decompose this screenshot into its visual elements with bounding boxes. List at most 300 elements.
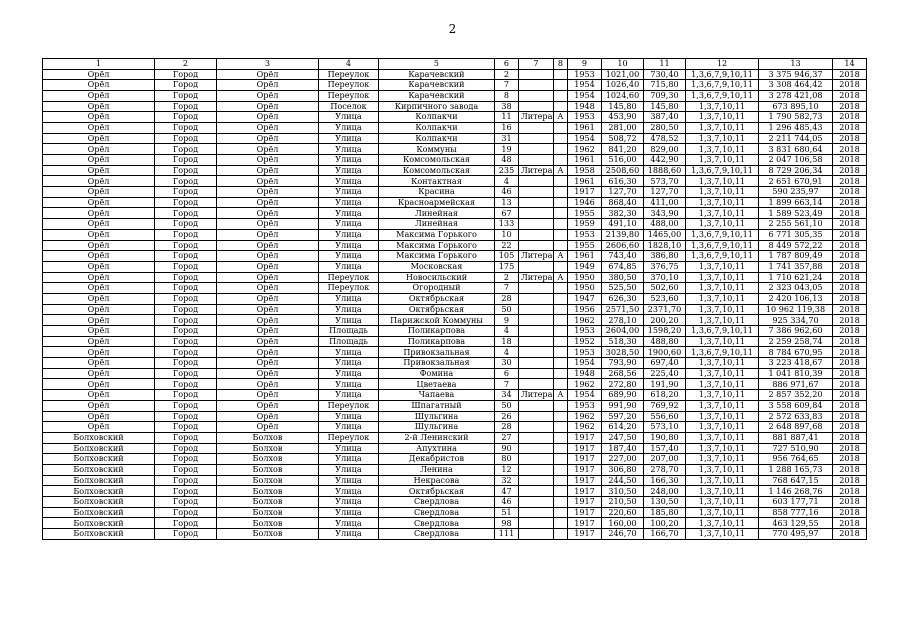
cell-cost: 1 146 268,76 bbox=[759, 486, 833, 497]
cell-work-types: 1,3,7,10,11 bbox=[686, 497, 759, 508]
cell-total-area: 2508,60 bbox=[602, 165, 644, 176]
cell-house-number: 34 bbox=[495, 390, 519, 401]
cell-total-area: 868,40 bbox=[602, 197, 644, 208]
cell-living-area: 386,80 bbox=[644, 251, 686, 262]
cell-street: Октябрьская bbox=[379, 486, 495, 497]
cell-living-area: 411,00 bbox=[644, 197, 686, 208]
cell-municipality: Орёл bbox=[43, 155, 155, 166]
cell-house-number: 30 bbox=[495, 358, 519, 369]
cell-year: 1917 bbox=[568, 432, 602, 443]
column-header-11: 11 bbox=[644, 59, 686, 70]
table-row bbox=[43, 283, 867, 294]
cell-street-type: Поселок bbox=[319, 101, 379, 112]
cell-municipality: Орёл bbox=[43, 272, 155, 283]
cell-year: 1954 bbox=[568, 80, 602, 91]
cell-year: 1953 bbox=[568, 326, 602, 337]
cell-settlement: Орёл bbox=[217, 133, 319, 144]
cell-plan-year: 2018 bbox=[833, 368, 867, 379]
cell-year: 1947 bbox=[568, 293, 602, 304]
cell-total-area: 491,10 bbox=[602, 219, 644, 230]
cell-year: 1954 bbox=[568, 358, 602, 369]
cell-building-letter bbox=[554, 475, 568, 486]
table-row bbox=[43, 229, 867, 240]
cell-street-type: Улица bbox=[319, 422, 379, 433]
cell-work-types: 1,3,7,10,11 bbox=[686, 422, 759, 433]
cell-total-area: 616,30 bbox=[602, 176, 644, 187]
cell-settlement-type: Город bbox=[155, 293, 217, 304]
cell-settlement: Орёл bbox=[217, 390, 319, 401]
table-row bbox=[43, 518, 867, 529]
column-header-13: 13 bbox=[759, 59, 833, 70]
cell-street-type: Улица bbox=[319, 347, 379, 358]
cell-living-area: 185,80 bbox=[644, 507, 686, 518]
cell-house-number: 4 bbox=[495, 326, 519, 337]
cell-street: Октябрьская bbox=[379, 293, 495, 304]
cell-building-letter-label bbox=[519, 315, 554, 326]
cell-settlement: Орёл bbox=[217, 400, 319, 411]
cell-plan-year: 2018 bbox=[833, 411, 867, 422]
cell-settlement: Болхов bbox=[217, 475, 319, 486]
cell-building-letter bbox=[554, 379, 568, 390]
cell-building-letter-label: Литера bbox=[519, 251, 554, 262]
cell-cost: 2 259 258,74 bbox=[759, 336, 833, 347]
column-header-3: 3 bbox=[217, 59, 319, 70]
cell-living-area: 190,80 bbox=[644, 432, 686, 443]
cell-year: 1917 bbox=[568, 187, 602, 198]
cell-total-area: 674,85 bbox=[602, 261, 644, 272]
cell-living-area: 556,60 bbox=[644, 411, 686, 422]
cell-municipality: Орёл bbox=[43, 358, 155, 369]
cell-settlement-type: Город bbox=[155, 112, 217, 123]
column-header-8: 8 bbox=[554, 59, 568, 70]
cell-plan-year: 2018 bbox=[833, 272, 867, 283]
cell-building-letter bbox=[554, 219, 568, 230]
cell-municipality: Болховский bbox=[43, 443, 155, 454]
cell-house-number: 10 bbox=[495, 229, 519, 240]
cell-settlement-type: Город bbox=[155, 144, 217, 155]
cell-plan-year: 2018 bbox=[833, 229, 867, 240]
cell-settlement: Орёл bbox=[217, 358, 319, 369]
cell-settlement-type: Город bbox=[155, 261, 217, 272]
cell-house-number: 6 bbox=[495, 368, 519, 379]
cell-living-area: 145,80 bbox=[644, 101, 686, 112]
cell-work-types: 1,3,7,10,11 bbox=[686, 358, 759, 369]
cell-work-types: 1,3,7,10,11 bbox=[686, 486, 759, 497]
cell-plan-year: 2018 bbox=[833, 251, 867, 262]
cell-living-area: 166,30 bbox=[644, 475, 686, 486]
cell-settlement: Орёл bbox=[217, 304, 319, 315]
cell-living-area: 442,90 bbox=[644, 155, 686, 166]
cell-plan-year: 2018 bbox=[833, 176, 867, 187]
cell-street: Ленина bbox=[379, 464, 495, 475]
cell-work-types: 1,3,7,10,11 bbox=[686, 368, 759, 379]
cell-cost: 8 784 670,95 bbox=[759, 347, 833, 358]
cell-year: 1961 bbox=[568, 251, 602, 262]
cell-work-types: 1,3,7,10,11 bbox=[686, 518, 759, 529]
cell-building-letter bbox=[554, 69, 568, 80]
cell-building-letter-label bbox=[519, 368, 554, 379]
cell-settlement: Болхов bbox=[217, 507, 319, 518]
cell-municipality: Орёл bbox=[43, 133, 155, 144]
cell-settlement: Болхов bbox=[217, 464, 319, 475]
cell-plan-year: 2018 bbox=[833, 507, 867, 518]
cell-cost: 3 223 418,67 bbox=[759, 358, 833, 369]
cell-street: Свердлова bbox=[379, 507, 495, 518]
cell-work-types: 1,3,6,7,9,10,11 bbox=[686, 229, 759, 240]
housing-registry-table bbox=[42, 58, 867, 540]
cell-building-letter bbox=[554, 144, 568, 155]
cell-building-letter-label bbox=[519, 133, 554, 144]
cell-municipality: Орёл bbox=[43, 122, 155, 133]
cell-work-types: 1,3,6,7,9,10,11 bbox=[686, 69, 759, 80]
cell-building-letter-label bbox=[519, 101, 554, 112]
cell-house-number: 26 bbox=[495, 411, 519, 422]
cell-year: 1917 bbox=[568, 486, 602, 497]
cell-street: Московская bbox=[379, 261, 495, 272]
cell-municipality: Орёл bbox=[43, 176, 155, 187]
cell-street: Привокзальная bbox=[379, 347, 495, 358]
cell-total-area: 597,20 bbox=[602, 411, 644, 422]
table-row bbox=[43, 497, 867, 508]
cell-year: 1917 bbox=[568, 529, 602, 540]
table-row bbox=[43, 464, 867, 475]
cell-total-area: 689,90 bbox=[602, 390, 644, 401]
cell-street: 2-й Ленинский bbox=[379, 432, 495, 443]
cell-street: Парижской Коммуны bbox=[379, 315, 495, 326]
cell-living-area: 157,40 bbox=[644, 443, 686, 454]
cell-street-type: Площадь bbox=[319, 336, 379, 347]
cell-living-area: 1465,00 bbox=[644, 229, 686, 240]
cell-settlement-type: Город bbox=[155, 133, 217, 144]
cell-building-letter bbox=[554, 197, 568, 208]
column-header-4: 4 bbox=[319, 59, 379, 70]
cell-house-number: 9 bbox=[495, 315, 519, 326]
column-header-9: 9 bbox=[568, 59, 602, 70]
cell-settlement: Орёл bbox=[217, 379, 319, 390]
cell-settlement-type: Город bbox=[155, 304, 217, 315]
cell-year: 1917 bbox=[568, 518, 602, 529]
cell-municipality: Болховский bbox=[43, 475, 155, 486]
cell-work-types: 1,3,7,10,11 bbox=[686, 208, 759, 219]
table-row bbox=[43, 272, 867, 283]
cell-house-number: 46 bbox=[495, 187, 519, 198]
cell-living-area: 376,75 bbox=[644, 261, 686, 272]
cell-house-number: 46 bbox=[495, 497, 519, 508]
cell-cost: 2 211 744,05 bbox=[759, 133, 833, 144]
cell-year: 1959 bbox=[568, 219, 602, 230]
cell-building-letter bbox=[554, 80, 568, 91]
cell-total-area: 127,70 bbox=[602, 187, 644, 198]
cell-living-area: 1828,10 bbox=[644, 240, 686, 251]
cell-building-letter-label: Литера bbox=[519, 112, 554, 123]
cell-building-letter bbox=[554, 422, 568, 433]
cell-settlement: Болхов bbox=[217, 486, 319, 497]
table-row bbox=[43, 443, 867, 454]
cell-building-letter bbox=[554, 443, 568, 454]
cell-building-letter-label bbox=[519, 90, 554, 101]
column-header-14: 14 bbox=[833, 59, 867, 70]
cell-plan-year: 2018 bbox=[833, 144, 867, 155]
cell-house-number: 11 bbox=[495, 112, 519, 123]
cell-plan-year: 2018 bbox=[833, 208, 867, 219]
cell-plan-year: 2018 bbox=[833, 315, 867, 326]
cell-living-area: 502,60 bbox=[644, 283, 686, 294]
cell-street: Привокзальная bbox=[379, 358, 495, 369]
cell-work-types: 1,3,7,10,11 bbox=[686, 293, 759, 304]
cell-year: 1948 bbox=[568, 368, 602, 379]
cell-street: Шульгина bbox=[379, 422, 495, 433]
cell-year: 1954 bbox=[568, 390, 602, 401]
cell-cost: 603 177,71 bbox=[759, 497, 833, 508]
cell-plan-year: 2018 bbox=[833, 486, 867, 497]
cell-municipality: Орёл bbox=[43, 326, 155, 337]
cell-plan-year: 2018 bbox=[833, 293, 867, 304]
column-header-6: 6 bbox=[495, 59, 519, 70]
cell-settlement: Орёл bbox=[217, 90, 319, 101]
cell-living-area: 1900,60 bbox=[644, 347, 686, 358]
cell-plan-year: 2018 bbox=[833, 80, 867, 91]
cell-settlement: Болхов bbox=[217, 497, 319, 508]
cell-house-number: 48 bbox=[495, 155, 519, 166]
table-row bbox=[43, 197, 867, 208]
cell-street-type: Переулок bbox=[319, 272, 379, 283]
cell-year: 1917 bbox=[568, 454, 602, 465]
cell-settlement-type: Город bbox=[155, 518, 217, 529]
cell-building-letter-label bbox=[519, 347, 554, 358]
cell-municipality: Орёл bbox=[43, 229, 155, 240]
cell-settlement-type: Город bbox=[155, 69, 217, 80]
cell-street-type: Переулок bbox=[319, 90, 379, 101]
cell-settlement-type: Город bbox=[155, 443, 217, 454]
table-row bbox=[43, 304, 867, 315]
cell-settlement: Орёл bbox=[217, 219, 319, 230]
cell-settlement-type: Город bbox=[155, 80, 217, 91]
cell-total-area: 2139,80 bbox=[602, 229, 644, 240]
cell-house-number: 31 bbox=[495, 133, 519, 144]
table-row bbox=[43, 261, 867, 272]
cell-building-letter bbox=[554, 122, 568, 133]
cell-building-letter-label bbox=[519, 176, 554, 187]
cell-settlement: Орёл bbox=[217, 187, 319, 198]
cell-living-area: 769,92 bbox=[644, 400, 686, 411]
table-row bbox=[43, 422, 867, 433]
cell-total-area: 525,50 bbox=[602, 283, 644, 294]
cell-living-area: 715,80 bbox=[644, 80, 686, 91]
cell-municipality: Орёл bbox=[43, 90, 155, 101]
cell-cost: 2 572 633,83 bbox=[759, 411, 833, 422]
cell-cost: 3 278 421,08 bbox=[759, 90, 833, 101]
cell-total-area: 306,80 bbox=[602, 464, 644, 475]
cell-street: Линейная bbox=[379, 208, 495, 219]
cell-work-types: 1,3,7,10,11 bbox=[686, 336, 759, 347]
cell-plan-year: 2018 bbox=[833, 261, 867, 272]
cell-municipality: Болховский bbox=[43, 464, 155, 475]
cell-settlement: Орёл bbox=[217, 272, 319, 283]
table-row bbox=[43, 326, 867, 337]
cell-total-area: 160,00 bbox=[602, 518, 644, 529]
table-row bbox=[43, 133, 867, 144]
cell-cost: 770 495,97 bbox=[759, 529, 833, 540]
cell-municipality: Орёл bbox=[43, 165, 155, 176]
cell-municipality: Орёл bbox=[43, 197, 155, 208]
cell-total-area: 220,60 bbox=[602, 507, 644, 518]
cell-settlement-type: Город bbox=[155, 155, 217, 166]
cell-cost: 2 857 352,20 bbox=[759, 390, 833, 401]
cell-street: Максима Горького bbox=[379, 229, 495, 240]
cell-plan-year: 2018 bbox=[833, 197, 867, 208]
cell-cost: 881 887,41 bbox=[759, 432, 833, 443]
cell-work-types: 1,3,7,10,11 bbox=[686, 122, 759, 133]
cell-settlement: Болхов bbox=[217, 443, 319, 454]
cell-street-type: Улица bbox=[319, 390, 379, 401]
cell-plan-year: 2018 bbox=[833, 443, 867, 454]
cell-cost: 1 296 485,43 bbox=[759, 122, 833, 133]
cell-year: 1961 bbox=[568, 176, 602, 187]
cell-settlement: Орёл bbox=[217, 208, 319, 219]
cell-building-letter bbox=[554, 486, 568, 497]
cell-building-letter-label bbox=[519, 122, 554, 133]
cell-total-area: 508,72 bbox=[602, 133, 644, 144]
cell-building-letter-label bbox=[519, 80, 554, 91]
cell-building-letter bbox=[554, 326, 568, 337]
cell-plan-year: 2018 bbox=[833, 518, 867, 529]
cell-year: 1953 bbox=[568, 229, 602, 240]
cell-living-area: 488,80 bbox=[644, 336, 686, 347]
cell-building-letter: А bbox=[554, 165, 568, 176]
cell-municipality: Болховский bbox=[43, 432, 155, 443]
cell-year: 1962 bbox=[568, 422, 602, 433]
cell-house-number: 13 bbox=[495, 197, 519, 208]
cell-cost: 673 895,10 bbox=[759, 101, 833, 112]
cell-street-type: Улица bbox=[319, 240, 379, 251]
cell-settlement: Болхов bbox=[217, 454, 319, 465]
cell-living-area: 697,40 bbox=[644, 358, 686, 369]
table-row bbox=[43, 454, 867, 465]
cell-house-number: 47 bbox=[495, 486, 519, 497]
cell-total-area: 614,20 bbox=[602, 422, 644, 433]
cell-cost: 2 648 897,68 bbox=[759, 422, 833, 433]
cell-street: Свердлова bbox=[379, 497, 495, 508]
cell-street: Колпакчи bbox=[379, 112, 495, 123]
cell-street: Карачевский bbox=[379, 80, 495, 91]
cell-plan-year: 2018 bbox=[833, 122, 867, 133]
cell-work-types: 1,3,6,7,9,10,11 bbox=[686, 90, 759, 101]
cell-living-area: 478,52 bbox=[644, 133, 686, 144]
cell-building-letter-label bbox=[519, 464, 554, 475]
cell-total-area: 516,00 bbox=[602, 155, 644, 166]
cell-plan-year: 2018 bbox=[833, 283, 867, 294]
cell-living-area: 207,00 bbox=[644, 454, 686, 465]
cell-living-area: 200,20 bbox=[644, 315, 686, 326]
cell-street-type: Улица bbox=[319, 443, 379, 454]
table-row bbox=[43, 101, 867, 112]
cell-total-area: 382,30 bbox=[602, 208, 644, 219]
cell-total-area: 246,70 bbox=[602, 529, 644, 540]
cell-settlement-type: Город bbox=[155, 400, 217, 411]
cell-municipality: Орёл bbox=[43, 368, 155, 379]
cell-building-letter bbox=[554, 133, 568, 144]
cell-settlement: Орёл bbox=[217, 197, 319, 208]
cell-settlement: Орёл bbox=[217, 347, 319, 358]
cell-building-letter-label bbox=[519, 293, 554, 304]
cell-settlement: Орёл bbox=[217, 240, 319, 251]
cell-settlement: Орёл bbox=[217, 101, 319, 112]
cell-street: Октябрьская bbox=[379, 304, 495, 315]
cell-building-letter bbox=[554, 336, 568, 347]
cell-street: Коммуны bbox=[379, 144, 495, 155]
cell-building-letter-label: Литера bbox=[519, 390, 554, 401]
column-header-10: 10 bbox=[602, 59, 644, 70]
cell-work-types: 1,3,7,10,11 bbox=[686, 187, 759, 198]
cell-work-types: 1,3,7,10,11 bbox=[686, 432, 759, 443]
cell-municipality: Орёл bbox=[43, 187, 155, 198]
cell-building-letter bbox=[554, 208, 568, 219]
table-row bbox=[43, 390, 867, 401]
cell-municipality: Орёл bbox=[43, 101, 155, 112]
table-row bbox=[43, 529, 867, 540]
cell-street: Комсомольская bbox=[379, 155, 495, 166]
cell-building-letter-label bbox=[519, 379, 554, 390]
cell-building-letter: А bbox=[554, 112, 568, 123]
cell-building-letter bbox=[554, 240, 568, 251]
cell-work-types: 1,3,7,10,11 bbox=[686, 144, 759, 155]
cell-total-area: 272,80 bbox=[602, 379, 644, 390]
cell-year: 1961 bbox=[568, 155, 602, 166]
cell-street: Красина bbox=[379, 187, 495, 198]
cell-street: Апухтина bbox=[379, 443, 495, 454]
cell-building-letter bbox=[554, 293, 568, 304]
cell-plan-year: 2018 bbox=[833, 240, 867, 251]
table-row bbox=[43, 379, 867, 390]
cell-year: 1953 bbox=[568, 400, 602, 411]
cell-cost: 1 741 357,88 bbox=[759, 261, 833, 272]
cell-cost: 3 308 464,42 bbox=[759, 80, 833, 91]
cell-settlement-type: Город bbox=[155, 358, 217, 369]
cell-cost: 1 899 663,14 bbox=[759, 197, 833, 208]
cell-cost: 858 777,16 bbox=[759, 507, 833, 518]
cell-building-letter: А bbox=[554, 251, 568, 262]
cell-building-letter bbox=[554, 358, 568, 369]
cell-total-area: 453,90 bbox=[602, 112, 644, 123]
table-row bbox=[43, 155, 867, 166]
table-row bbox=[43, 293, 867, 304]
cell-street-type: Улица bbox=[319, 208, 379, 219]
cell-living-area: 730,40 bbox=[644, 69, 686, 80]
cell-settlement-type: Город bbox=[155, 122, 217, 133]
cell-work-types: 1,3,7,10,11 bbox=[686, 133, 759, 144]
cell-street-type: Улица bbox=[319, 368, 379, 379]
cell-year: 1955 bbox=[568, 208, 602, 219]
cell-settlement-type: Город bbox=[155, 315, 217, 326]
cell-street: Максима Горького bbox=[379, 240, 495, 251]
cell-street-type: Улица bbox=[319, 187, 379, 198]
cell-building-letter-label bbox=[519, 155, 554, 166]
cell-total-area: 841,20 bbox=[602, 144, 644, 155]
cell-municipality: Орёл bbox=[43, 80, 155, 91]
cell-living-area: 829,00 bbox=[644, 144, 686, 155]
cell-building-letter-label: Литера bbox=[519, 165, 554, 176]
cell-total-area: 2604,00 bbox=[602, 326, 644, 337]
cell-settlement-type: Город bbox=[155, 240, 217, 251]
cell-living-area: 573,70 bbox=[644, 176, 686, 187]
cell-municipality: Орёл bbox=[43, 69, 155, 80]
cell-municipality: Орёл bbox=[43, 347, 155, 358]
cell-house-number: 8 bbox=[495, 90, 519, 101]
cell-year: 1917 bbox=[568, 507, 602, 518]
cell-building-letter-label bbox=[519, 304, 554, 315]
cell-building-letter bbox=[554, 507, 568, 518]
cell-total-area: 227,00 bbox=[602, 454, 644, 465]
